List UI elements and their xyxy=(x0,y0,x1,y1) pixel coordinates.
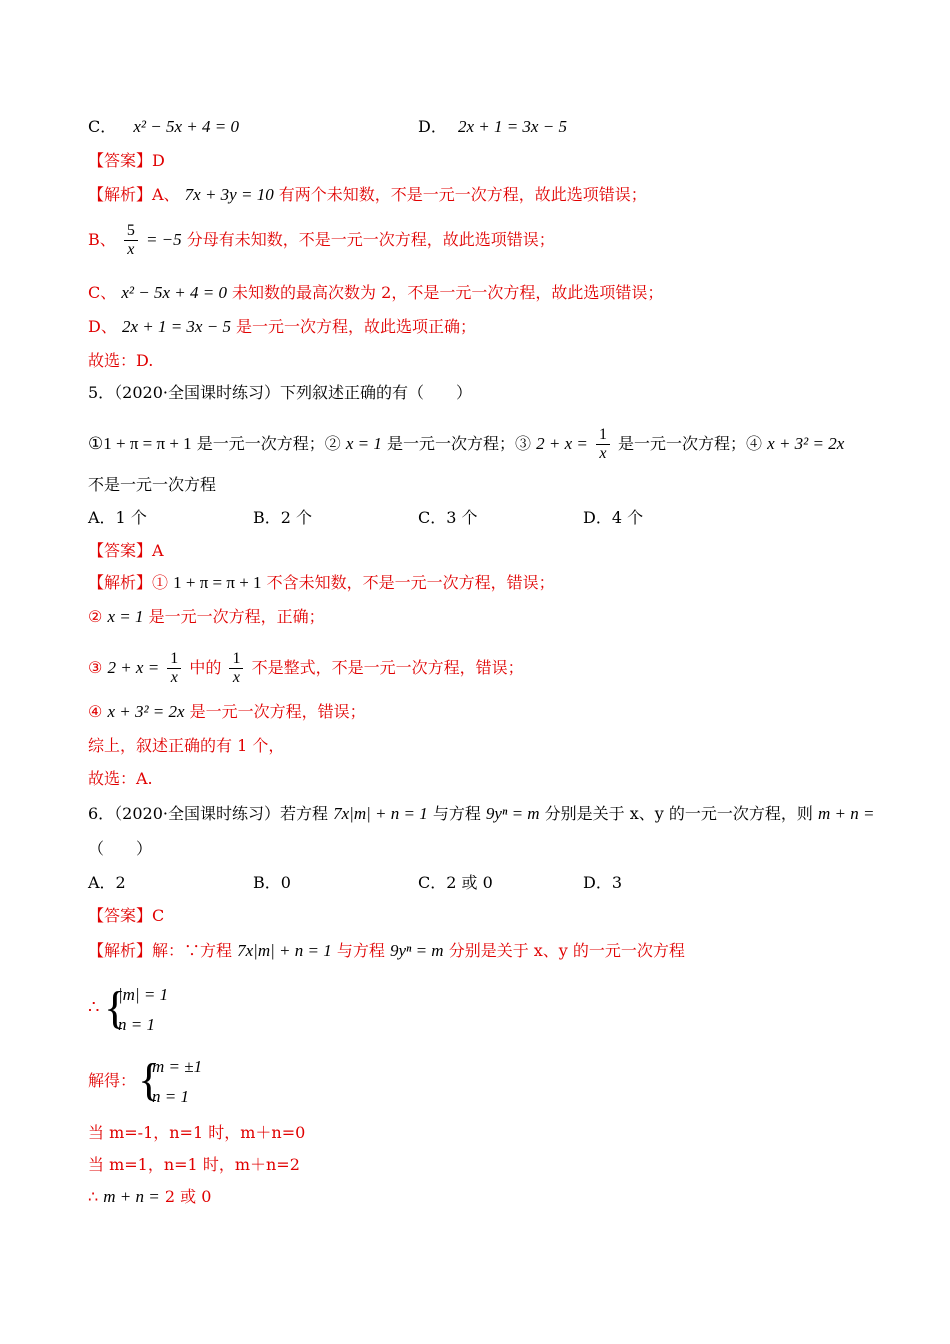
q4-analysis-b: B、 $\frac{5}{x}$ = −5 分母有未知数，不是一元一次方程，故此选项错误； xyxy=(88,222,555,258)
q5-answer: 【答案】A xyxy=(88,541,164,560)
q5-analysis-3: ③ 2 + x = $\frac{1}{x}$ 中的 $\frac{1}{x}$ 不是整式，不是一元一次方程，错误； xyxy=(88,650,524,686)
solve-label: 解得： xyxy=(88,1071,137,1090)
q5-option-a: A．1 个 xyxy=(88,508,147,527)
fraction: $\frac{1}{x}$ xyxy=(229,650,243,687)
q4-option-d-equation: 2x + 1 = 3x − 5 xyxy=(457,117,567,136)
system-2: m = ±1 n = 1 xyxy=(152,1057,203,1106)
q4-analysis-a: 【解析】A、 7x + 3y = 10 有两个未知数，不是一元一次方程，故此选项错误； xyxy=(88,185,647,204)
q5-analysis-4: ④ x + 3² = 2x 是一元一次方程，错误； xyxy=(88,702,366,721)
q4-option-c-equation: x² − 5x + 4 = 0 xyxy=(133,117,239,136)
q6-option-b: B．0 xyxy=(253,873,291,892)
q4-conclusion: 故选：D. xyxy=(88,351,154,370)
q6-option-a: A．2 xyxy=(88,873,126,892)
q5-option-d: D．4 个 xyxy=(583,508,644,527)
q4-analysis-d: D、 2x + 1 = 3x − 5 是一元一次方程，故此选项正确； xyxy=(88,317,477,336)
q4-analysis-c: C、 x² − 5x + 4 = 0 未知数的最高次数为 2，不是一元一次方程，故此选项错误； xyxy=(88,283,664,302)
q4-option-d: D． 2x + 1 = 3x − 5 xyxy=(418,117,567,136)
q6-final: ∴ m + n = 2 或 0 xyxy=(88,1187,212,1206)
q6-option-c: C．2 或 0 xyxy=(418,873,493,892)
q6-case-1: 当 m=-1，n=1 时，m＋n=0 xyxy=(88,1123,306,1142)
q5-analysis-2: ② x = 1 是一元一次方程，正确； xyxy=(88,607,325,626)
q6-option-d: D．3 xyxy=(583,873,623,892)
fraction: $\frac{5}{x}$ xyxy=(124,222,138,259)
q4-option-c: C． x² − 5x + 4 = 0 xyxy=(88,117,239,136)
fraction: $\frac{1}{x}$ xyxy=(167,650,181,687)
q6-analysis: 【解析】解：∵方程 7x|m| + n = 1 与方程 9yⁿ = m 分别是关于 x、y 的一元一次方程 xyxy=(88,941,685,960)
q5-option-c: C．3 个 xyxy=(418,508,478,527)
therefore-symbol: ∴ xyxy=(88,997,100,1018)
q5-summary: 综上，叙述正确的有 1 个， xyxy=(88,736,285,755)
fraction: $\frac{1}{x}$ xyxy=(596,426,610,463)
q5-stem: 5．（2020·全国课时练习）下列叙述正确的有（ ） xyxy=(88,383,472,402)
system-1: |m| = 1 n = 1 xyxy=(118,985,169,1034)
q6-answer: 【答案】C xyxy=(88,906,165,925)
q5-items: ①1 + π = π + 1 是一元一次方程；② x = 1 是一元一次方程；③ 2 + x = $\frac{1}{x}$ 是一元一次方程；④ x + 3² = 2x xyxy=(88,426,845,462)
q5-stem-tail: 不是一元一次方程 xyxy=(88,475,217,494)
q5-conclusion: 故选：A. xyxy=(88,769,153,788)
brace-icon: { xyxy=(138,1054,161,1105)
q5-analysis-1: 【解析】① 1 + π = π + 1 不含未知数，不是一元一次方程，错误； xyxy=(88,573,555,592)
q6-paren: （ ） xyxy=(88,839,153,858)
q4-answer: 【答案】D xyxy=(88,151,165,170)
q6-stem: 6．（2020·全国课时练习）若方程 7x|m| + n = 1 与方程 9yⁿ = m 分别是关于 x、y 的一元一次方程，则 m + n = xyxy=(88,804,875,823)
q5-option-b: B．2 个 xyxy=(253,508,313,527)
q6-case-2: 当 m=1，n=1 时，m＋n=2 xyxy=(88,1155,300,1174)
brace-icon: { xyxy=(104,982,127,1033)
